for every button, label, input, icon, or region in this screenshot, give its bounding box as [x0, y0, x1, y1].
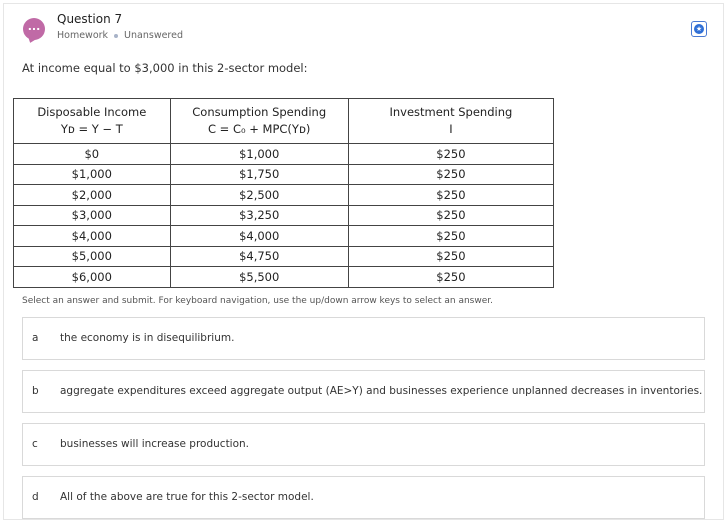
option-text: All of the above are true for this 2-sector model. — [60, 491, 314, 503]
header-disposable-income: Disposable Income Yᴅ = Y − T — [14, 99, 171, 144]
bookmark-button[interactable] — [691, 21, 707, 37]
table-row — [14, 185, 554, 206]
table-cell: $3,000 — [14, 205, 171, 226]
option-text: businesses will increase production. — [60, 438, 250, 450]
table-cell: $250 — [348, 226, 553, 247]
question-category: Homework — [57, 30, 109, 41]
table-cell: $250 — [348, 267, 553, 288]
option-letter: c — [32, 438, 38, 450]
table-row — [14, 144, 554, 165]
table-cell: $1,000 — [14, 164, 171, 185]
header-investment-spending: Investment Spending I — [348, 99, 553, 144]
table-cell: $4,750 — [170, 246, 348, 267]
answer-option-a[interactable] — [22, 317, 705, 360]
table-row — [14, 267, 554, 288]
table-cell: $250 — [348, 246, 553, 267]
question-prompt: At income equal to $3,000 in this 2-sector model: — [22, 61, 308, 75]
table-row — [14, 246, 554, 267]
table-cell: $5,500 — [170, 267, 348, 288]
answer-option-d[interactable] — [22, 476, 705, 519]
table-cell: $1,000 — [170, 144, 348, 165]
question-title: Question 7 — [57, 12, 123, 26]
table-cell: $1,750 — [170, 164, 348, 185]
table-cell: $3,250 — [170, 205, 348, 226]
table-cell: $250 — [348, 205, 553, 226]
star-badge-icon: ★ — [695, 25, 703, 33]
table-cell: $4,000 — [14, 226, 171, 247]
answer-option-c[interactable] — [22, 423, 705, 466]
option-letter: a — [32, 332, 39, 344]
table-cell: $250 — [348, 144, 553, 165]
separator-dot-icon — [114, 34, 118, 38]
table-cell: $250 — [348, 164, 553, 185]
table-cell: $2,500 — [170, 185, 348, 206]
option-text: the economy is in disequilibrium. — [60, 332, 235, 344]
income-table — [13, 98, 554, 288]
header-consumption-spending: Consumption Spending C = C₀ + MPC(Yᴅ) — [170, 99, 348, 144]
table-cell: $0 — [14, 144, 171, 165]
table-row — [14, 205, 554, 226]
table-cell: $6,000 — [14, 267, 171, 288]
table-cell: $4,000 — [170, 226, 348, 247]
chat-bubble-icon: ... — [23, 18, 45, 40]
answer-option-b[interactable] — [22, 370, 705, 413]
question-status: Unanswered — [124, 30, 183, 41]
question-meta — [57, 30, 183, 41]
table-cell: $2,000 — [14, 185, 171, 206]
table-cell: $5,000 — [14, 246, 171, 267]
table-header-row — [14, 99, 554, 144]
answer-instructions: Select an answer and submit. For keyboard navigation, use the up/down arrow keys to select an answer. — [22, 296, 493, 306]
table-cell: $250 — [348, 185, 553, 206]
option-letter: d — [32, 491, 39, 503]
option-letter: b — [32, 385, 39, 397]
option-text: aggregate expenditures exceed aggregate output (AE>Y) and businesses experience unplanned decreases in inventories. — [60, 385, 703, 397]
table-row — [14, 226, 554, 247]
table-row — [14, 164, 554, 185]
